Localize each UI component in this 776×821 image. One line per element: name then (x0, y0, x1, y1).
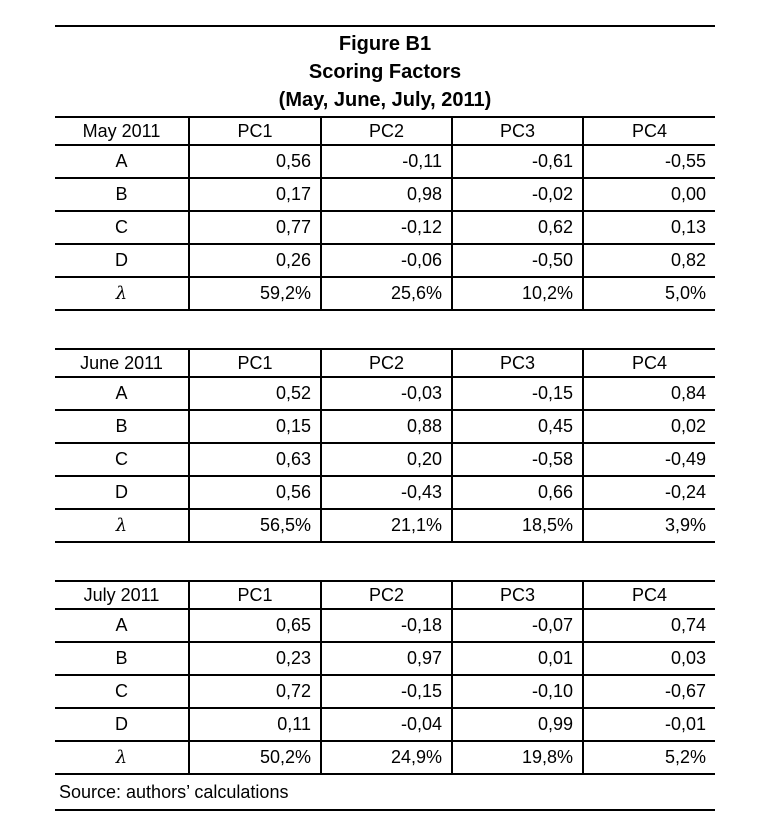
table-header-row (55, 349, 715, 377)
figure-number: Figure B1 (338, 33, 432, 55)
cell-value: -0,04 (321, 708, 452, 741)
row-label: C (115, 449, 128, 469)
cell-value: 0,15 (189, 410, 321, 443)
table-may-2011 (55, 116, 715, 311)
table-row (55, 410, 715, 443)
cell-value: -0,49 (583, 443, 715, 476)
cell-value: -0,58 (452, 443, 583, 476)
cell-value: -0,43 (321, 476, 452, 509)
row-label: C (115, 681, 128, 701)
cell-value: -0,03 (321, 377, 452, 410)
cell-value: 56,5% (189, 509, 321, 542)
cell-value: -0,15 (452, 377, 583, 410)
period-label: July 2011 (83, 584, 160, 605)
cell-value: 0,77 (189, 211, 321, 244)
cell-value: 25,6% (321, 277, 452, 310)
column-header-pc3: PC3 (452, 349, 583, 377)
cell-value: 0,63 (189, 443, 321, 476)
table-row (55, 642, 715, 675)
cell-value: -0,06 (321, 244, 452, 277)
table-row (55, 178, 715, 211)
cell-value: -0,07 (452, 609, 583, 642)
figure-title: Scoring Factors (308, 61, 462, 83)
cell-value: 59,2% (189, 277, 321, 310)
period-label: May 2011 (82, 120, 161, 141)
cell-value: 0,13 (583, 211, 715, 244)
cell-value: 0,66 (452, 476, 583, 509)
cell-value: 19,8% (452, 741, 583, 774)
cell-value: 0,11 (189, 708, 321, 741)
column-header-pc3: PC3 (452, 581, 583, 609)
row-label: B (115, 184, 128, 204)
source-note: Source: authors’ calculations (55, 775, 715, 811)
row-label: A (115, 615, 128, 635)
cell-value: -0,02 (452, 178, 583, 211)
cell-value: 0,74 (583, 609, 715, 642)
cell-value: 0,56 (189, 476, 321, 509)
cell-value: 0,45 (452, 410, 583, 443)
cell-value: -0,67 (583, 675, 715, 708)
cell-value: 21,1% (321, 509, 452, 542)
cell-value: 5,0% (583, 277, 715, 310)
table-row (55, 675, 715, 708)
table-row (55, 145, 715, 178)
column-header-pc2: PC2 (321, 581, 452, 609)
cell-value: 0,99 (452, 708, 583, 741)
column-header-pc3: PC3 (452, 117, 583, 145)
column-header-pc4: PC4 (583, 581, 715, 609)
cell-value: 0,03 (583, 642, 715, 675)
column-header-pc2: PC2 (321, 117, 452, 145)
period-label: June 2011 (80, 352, 163, 373)
cell-value: -0,10 (452, 675, 583, 708)
table-row (55, 377, 715, 410)
cell-value: 3,9% (583, 509, 715, 542)
table-row-lambda (55, 509, 715, 542)
cell-value: -0,11 (321, 145, 452, 178)
table-row (55, 443, 715, 476)
cell-value: 0,97 (321, 642, 452, 675)
cell-value: 0,20 (321, 443, 452, 476)
table-row (55, 211, 715, 244)
cell-value: 0,82 (583, 244, 715, 277)
cell-value: 5,2% (583, 741, 715, 774)
cell-value: 0,88 (321, 410, 452, 443)
table-row (55, 244, 715, 277)
cell-value: 0,02 (583, 410, 715, 443)
cell-value: -0,24 (583, 476, 715, 509)
row-label: D (115, 250, 128, 270)
row-label: A (115, 151, 128, 171)
cell-value: 0,17 (189, 178, 321, 211)
column-header-pc2: PC2 (321, 349, 452, 377)
row-label: B (115, 648, 128, 668)
table-row-lambda (55, 741, 715, 774)
lambda-row-label: λ (115, 747, 128, 768)
table-row (55, 708, 715, 741)
row-label: D (115, 482, 128, 502)
cell-value: 0,23 (189, 642, 321, 675)
table-june-2011 (55, 348, 715, 543)
table-header-row (55, 117, 715, 145)
figure-title-block (55, 25, 715, 116)
cell-value: -0,15 (321, 675, 452, 708)
cell-value: 10,2% (452, 277, 583, 310)
column-header-pc1: PC1 (189, 581, 321, 609)
table-row (55, 476, 715, 509)
table-row-lambda (55, 277, 715, 310)
cell-value: 50,2% (189, 741, 321, 774)
cell-value: 18,5% (452, 509, 583, 542)
cell-value: -0,55 (583, 145, 715, 178)
row-label: B (115, 416, 128, 436)
cell-value: 0,84 (583, 377, 715, 410)
cell-value: -0,01 (583, 708, 715, 741)
column-header-pc4: PC4 (583, 349, 715, 377)
cell-value: 0,00 (583, 178, 715, 211)
table-row (55, 609, 715, 642)
cell-value: 0,01 (452, 642, 583, 675)
cell-value: 0,56 (189, 145, 321, 178)
cell-value: 0,26 (189, 244, 321, 277)
column-header-pc4: PC4 (583, 117, 715, 145)
cell-value: 0,52 (189, 377, 321, 410)
cell-value: 24,9% (321, 741, 452, 774)
cell-value: -0,18 (321, 609, 452, 642)
lambda-row-label: λ (115, 515, 128, 536)
column-header-pc1: PC1 (189, 117, 321, 145)
figure-subtitle: (May, June, July, 2011) (278, 89, 492, 111)
column-header-pc1: PC1 (189, 349, 321, 377)
cell-value: 0,72 (189, 675, 321, 708)
lambda-row-label: λ (115, 283, 128, 304)
cell-value: -0,61 (452, 145, 583, 178)
cell-value: 0,62 (452, 211, 583, 244)
cell-value: -0,50 (452, 244, 583, 277)
row-label: D (115, 714, 128, 734)
cell-value: -0,12 (321, 211, 452, 244)
row-label: C (115, 217, 128, 237)
row-label: A (115, 383, 128, 403)
table-july-2011 (55, 580, 715, 775)
cell-value: 0,98 (321, 178, 452, 211)
table-header-row (55, 581, 715, 609)
cell-value: 0,65 (189, 609, 321, 642)
